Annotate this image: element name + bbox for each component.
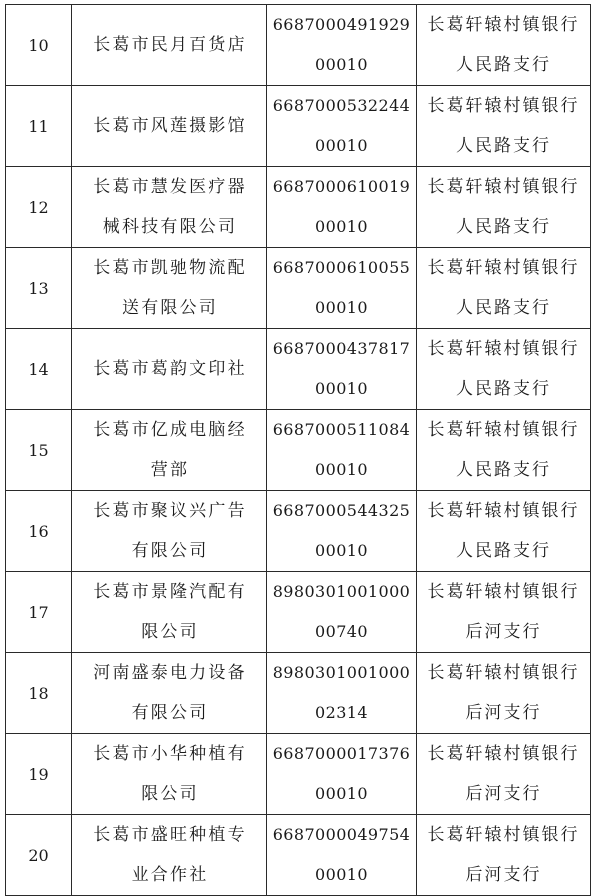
bank-name-line: 人民路支行 [456,379,551,399]
company-name-line: 送有限公司 [122,298,218,318]
table-row [6,410,591,491]
account-number-cell [267,410,417,491]
account-number-line: 6687000544325 [272,501,411,520]
bank-name-line: 人民路支行 [456,136,551,156]
bank-name-line: 长葛轩辕村镇银行 [427,258,580,278]
company-name-line: 长葛市民月百货店 [93,35,247,55]
account-number-cell [267,734,417,815]
company-name-line: 长葛市盛旺种植专 [93,825,247,845]
row-number-cell: 14 [6,329,72,410]
company-name-line: 河南盛泰电力设备 [93,663,247,683]
bank-name-cell [417,572,591,653]
table-row [6,167,591,248]
account-number-line: 00010 [315,379,368,398]
row-number-cell: 15 [6,410,72,491]
company-name-cell [72,572,267,653]
bank-name-line: 后河支行 [465,703,542,723]
account-number-line: 00010 [315,865,368,884]
company-name-cell [72,491,267,572]
company-name-cell [72,329,267,410]
bank-name-line: 人民路支行 [456,541,551,561]
table-row [6,815,591,896]
account-number-line: 00010 [315,460,368,479]
company-name-line: 长葛市小华种植有 [93,744,247,764]
account-number-line: 00740 [315,622,368,641]
row-number-cell: 20 [6,815,72,896]
bank-name-line: 长葛轩辕村镇银行 [427,96,580,116]
company-name-cell [72,248,267,329]
bank-name-cell [417,167,591,248]
company-name-line: 长葛市凯驰物流配 [93,258,247,278]
bank-name-line: 人民路支行 [456,298,551,318]
row-number-cell: 13 [6,248,72,329]
company-name-line: 长葛市聚议兴广告 [93,501,247,521]
bank-name-line: 长葛轩辕村镇银行 [427,15,580,35]
table-row [6,248,591,329]
bank-name-line: 人民路支行 [456,55,551,75]
bank-name-line: 后河支行 [465,622,542,642]
bank-name-cell [417,734,591,815]
account-number-cell [267,653,417,734]
account-number-cell [267,248,417,329]
bank-name-cell [417,815,591,896]
company-name-line: 长葛市风莲摄影馆 [93,116,247,136]
account-table [5,4,591,896]
account-number-cell [267,5,417,86]
account-number-line: 6687000017376 [272,744,411,763]
bank-name-line: 长葛轩辕村镇银行 [427,582,580,602]
company-name-line: 有限公司 [131,703,209,723]
bank-name-line: 长葛轩辕村镇银行 [427,339,580,359]
bank-name-line: 长葛轩辕村镇银行 [427,420,580,440]
account-number-line: 6687000491929 [272,15,411,34]
table-row [6,734,591,815]
company-name-cell [72,734,267,815]
account-number-line: 00010 [315,298,368,317]
table-row [6,653,591,734]
bank-name-cell [417,5,591,86]
table-row [6,329,591,410]
account-number-line: 8980301001000 [272,582,411,601]
bank-name-cell [417,410,591,491]
row-number-cell: 11 [6,86,72,167]
bank-name-cell [417,248,591,329]
account-number-cell [267,572,417,653]
row-number-cell: 10 [6,5,72,86]
company-name-cell [72,653,267,734]
company-name-line: 长葛市葛韵文印社 [93,359,247,379]
account-number-cell [267,329,417,410]
company-name-line: 长葛市慧发医疗器 [93,177,247,197]
company-name-line: 械科技有限公司 [102,217,238,237]
row-number-cell: 17 [6,572,72,653]
bank-name-cell [417,86,591,167]
bank-name-line: 长葛轩辕村镇银行 [427,663,580,683]
account-number-cell [267,491,417,572]
bank-name-line: 长葛轩辕村镇银行 [427,825,580,845]
bank-name-line: 长葛轩辕村镇银行 [427,501,580,521]
table-row [6,491,591,572]
bank-name-line: 人民路支行 [456,217,551,237]
company-name-cell [72,815,267,896]
table-row [6,5,591,86]
table-body [6,5,591,896]
account-number-cell [267,815,417,896]
company-name-cell [72,167,267,248]
company-name-line: 业合作社 [131,865,209,885]
account-number-line: 02314 [315,703,368,722]
row-number-cell: 16 [6,491,72,572]
account-number-line: 00010 [315,136,368,155]
bank-name-line: 后河支行 [465,865,542,885]
account-number-line: 6687000610055 [272,258,411,277]
company-name-line: 限公司 [141,622,199,642]
company-name-line: 有限公司 [131,541,209,561]
account-number-line: 6687000437817 [272,339,411,358]
bank-name-line: 长葛轩辕村镇银行 [427,177,580,197]
account-number-line: 6687000049754 [272,825,411,844]
row-number-cell: 18 [6,653,72,734]
company-name-cell [72,86,267,167]
company-name-line: 长葛市亿成电脑经 [93,420,247,440]
account-number-cell [267,86,417,167]
table-row [6,572,591,653]
bank-name-line: 人民路支行 [456,460,551,480]
bank-name-line: 长葛轩辕村镇银行 [427,744,580,764]
account-number-line: 6687000511084 [272,420,411,439]
account-number-line: 6687000532244 [272,96,411,115]
table-row [6,86,591,167]
row-number-cell: 19 [6,734,72,815]
bank-name-cell [417,491,591,572]
bank-name-cell [417,329,591,410]
account-number-cell [267,167,417,248]
account-number-line: 00010 [315,217,368,236]
company-name-cell [72,5,267,86]
account-number-line: 00010 [315,541,368,560]
account-number-line: 00010 [315,55,368,74]
company-name-cell [72,410,267,491]
account-number-line: 6687000610019 [272,177,411,196]
account-number-line: 8980301001000 [272,663,411,682]
account-number-line: 00010 [315,784,368,803]
row-number-cell: 12 [6,167,72,248]
company-name-line: 限公司 [141,784,199,804]
company-name-line: 长葛市景隆汽配有 [93,582,247,602]
company-name-line: 营部 [150,460,190,480]
bank-name-line: 后河支行 [465,784,542,804]
bank-name-cell [417,653,591,734]
